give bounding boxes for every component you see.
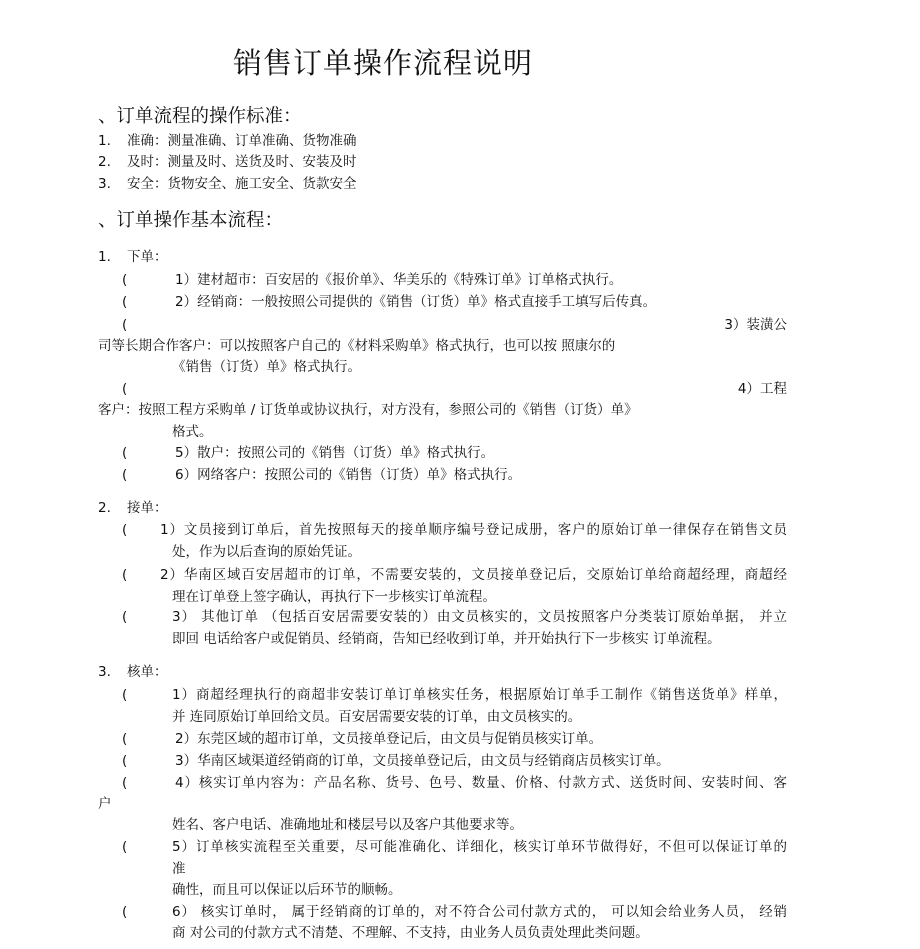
paragraph-line: 理在订单登上签字确认，再执行下一步核实订单流程。 — [172, 589, 496, 605]
paren: ( — [122, 272, 128, 288]
paragraph-line: 3）华南区域渠道经销商的订单，文员接单登记后，由文员与经销商店员核实订单。 — [175, 753, 670, 769]
paren: ( — [122, 381, 128, 397]
paragraph-line: 2）华南区域百安居超市的订单，不需要安装的，文员接单登记后，交原始订单给商超经理，商超经 — [160, 567, 787, 583]
paragraph-line: 2）东莞区域的超市订单，文员接单登记后，由文员与促销员核实订单。 — [175, 731, 603, 747]
paren: ( — [122, 522, 128, 538]
page-title: 销售订单操作流程说明 — [233, 46, 534, 80]
paragraph-line: 3） 其他订单 （包括百安居需要安装的）由文员核实的，文员按照客户分类装订原始单据， 并立 — [172, 609, 787, 625]
section-heading-process: 、订单操作基本流程： — [98, 210, 284, 231]
paren: ( — [122, 753, 128, 769]
paren: ( — [122, 317, 128, 333]
paragraph-line: 4）工程 — [737, 381, 787, 397]
paragraph-line: 准 — [172, 861, 186, 877]
paragraph-line: 5）订单核实流程至关重要，尽可能准确化、详细化，核实订单环节做得好，不但可以保证订单的 — [172, 839, 787, 855]
list-item: 及时：测量及时、送货及时、安装及时 — [127, 154, 357, 170]
paren: ( — [122, 775, 128, 791]
paragraph-line: 即回 电话给客户或促销员、经销商，告知已经收到订单，并开始执行下一步核实 订单流程。 — [172, 631, 721, 647]
list-number: 3. — [98, 176, 111, 192]
step-label: 接单： — [127, 500, 168, 516]
paragraph-line: 4）核实订单内容为：产品名称、货号、色号、数量、价格、付款方式、送货时间、安装时间、客 — [175, 775, 787, 791]
paragraph-line: 格式。 — [172, 424, 213, 440]
paren: ( — [122, 839, 128, 855]
paragraph-line: 5）散户：按照公司的《销售（订货）单》格式执行。 — [175, 445, 495, 461]
paragraph-line: 2）经销商：一般按照公司提供的《销售（订货）单》格式直接手工填写后传真。 — [175, 294, 657, 310]
paragraph-line: 1）商超经理执行的商超非安装订单订单核实任务，根据原始订单手工制作《销售送货单》样单， — [172, 687, 787, 703]
paren: ( — [122, 294, 128, 310]
paren: ( — [122, 567, 128, 583]
paragraph-line: 确性，而且可以保证以后环节的顺畅。 — [172, 882, 402, 898]
paragraph-line: 户 — [98, 796, 112, 812]
step-label: 下单： — [127, 249, 168, 265]
paragraph-line: 1）文员接到订单后，首先按照每天的接单顺序编号登记成册，客户的原始订单一律保存在销售文员 — [160, 522, 787, 538]
paragraph-line: 6）网络客户：按照公司的《销售（订货）单》格式执行。 — [175, 467, 522, 483]
paragraph-line: 商 对公司的付款方式不清楚、不理解、不支持，由业务人员负责处理此类问题。 — [172, 925, 649, 941]
list-number: 2. — [98, 154, 111, 170]
paragraph-line: 司等长期合作客户：可以按照客户自己的《材料采购单》格式执行，也可以按 照康尔的 — [98, 338, 616, 354]
paragraph-line: 《销售（订货）单》格式执行。 — [172, 359, 361, 375]
paren: ( — [122, 731, 128, 747]
paragraph-line: 客户：按照工程方采购单 / 订货单或协议执行，对方没有，参照公司的《销售（订货）单》 — [98, 402, 638, 418]
paragraph-line: 6） 核实订单时， 属于经销商的订单的，对不符合公司付款方式的， 可以知会给业务人员， 经销 — [172, 904, 787, 920]
step-label: 核单： — [127, 664, 168, 680]
list-item: 安全：货物安全、施工安全、货款安全 — [127, 176, 357, 192]
paren: ( — [122, 687, 128, 703]
paragraph-line: 姓名、客户电话、准确地址和楼层号以及客户其他要求等。 — [172, 817, 523, 833]
section-heading-standards: 、订单流程的操作标准： — [98, 106, 302, 127]
paren: ( — [122, 609, 128, 625]
step-number: 2. — [98, 500, 111, 516]
paren: ( — [122, 467, 128, 483]
paragraph-line: 3）装潢公 — [724, 317, 787, 333]
list-item: 准确：测量准确、订单准确、货物准确 — [127, 133, 357, 149]
paragraph-line: 并 连同原始订单回给文员。百安居需要安装的订单，由文员核实的。 — [172, 709, 582, 725]
paren: ( — [122, 904, 128, 920]
paragraph-line: 1）建材超市：百安居的《报价单》、华美乐的《特殊订单》订单格式执行。 — [175, 272, 623, 288]
paragraph-line: 处，作为以后查询的原始凭证。 — [172, 544, 361, 560]
step-number: 3. — [98, 664, 111, 680]
paren: ( — [122, 445, 128, 461]
list-number: 1. — [98, 133, 111, 149]
step-number: 1. — [98, 249, 111, 265]
